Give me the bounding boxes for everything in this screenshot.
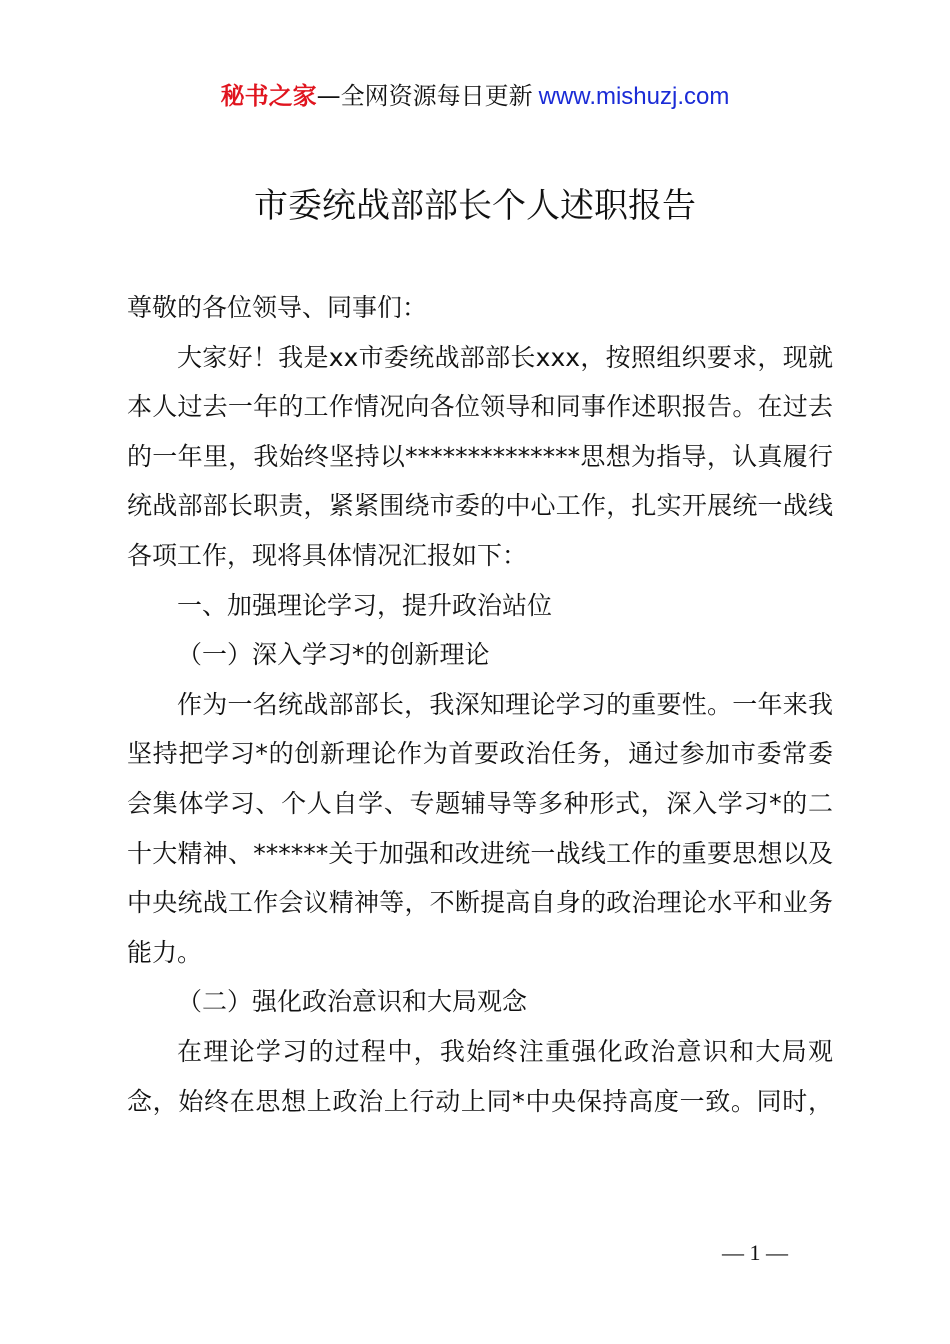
subsection-body-1: 作为一名统战部部长，我深知理论学习的重要性。一年来我坚持把学习*的创新理论作为首要政治任务，通过参加市委常委会集体学习、个人自学、专题辅导等多种形式，深入学习*的二十大精神、******关于加强和改进统一战线工作的重要思想以及中央统战工作会议精神等，不断提高自身的政治理论水平和业务能力。 bbox=[127, 689, 833, 967]
page-number: — 1 — bbox=[722, 1240, 788, 1265]
site-header bbox=[0, 80, 950, 113]
brand-name: 秘书之家 bbox=[220, 82, 317, 110]
subsection-heading-1: （一）深入学习*的创新理论 bbox=[177, 640, 490, 670]
intro-paragraph: 大家好！我是xx市委统战部部长xxx，按照组织要求，现就本人过去一年的工作情况向各位领导和同事作述职报告。在过去的一年里，我始终坚持以**************思想为指导，认真履行统战部部长职责，紧紧围绕市委的中心工作，扎实开展统一战线各项工作，现将具体情况汇报如下： bbox=[127, 342, 833, 570]
document-body bbox=[127, 283, 833, 1126]
salutation: 尊敬的各位领导、同事们： bbox=[127, 293, 428, 322]
subsection-heading-2: （二）强化政治意识和大局观念 bbox=[177, 987, 528, 1017]
section-heading-1: 一、加强理论学习，提升政治站位 bbox=[177, 590, 553, 620]
subsection-body-2: 在理论学习的过程中，我始终注重强化政治意识和大局观念，始终在思想上政治上行动上同*中央保持高度一致。同时， bbox=[127, 1036, 833, 1116]
document-title: 市委统战部部长个人述职报告 bbox=[254, 186, 696, 226]
header-tagline: —全网资源每日更新 bbox=[316, 82, 533, 110]
site-url-link[interactable]: www.mishuzj.com bbox=[538, 83, 730, 110]
